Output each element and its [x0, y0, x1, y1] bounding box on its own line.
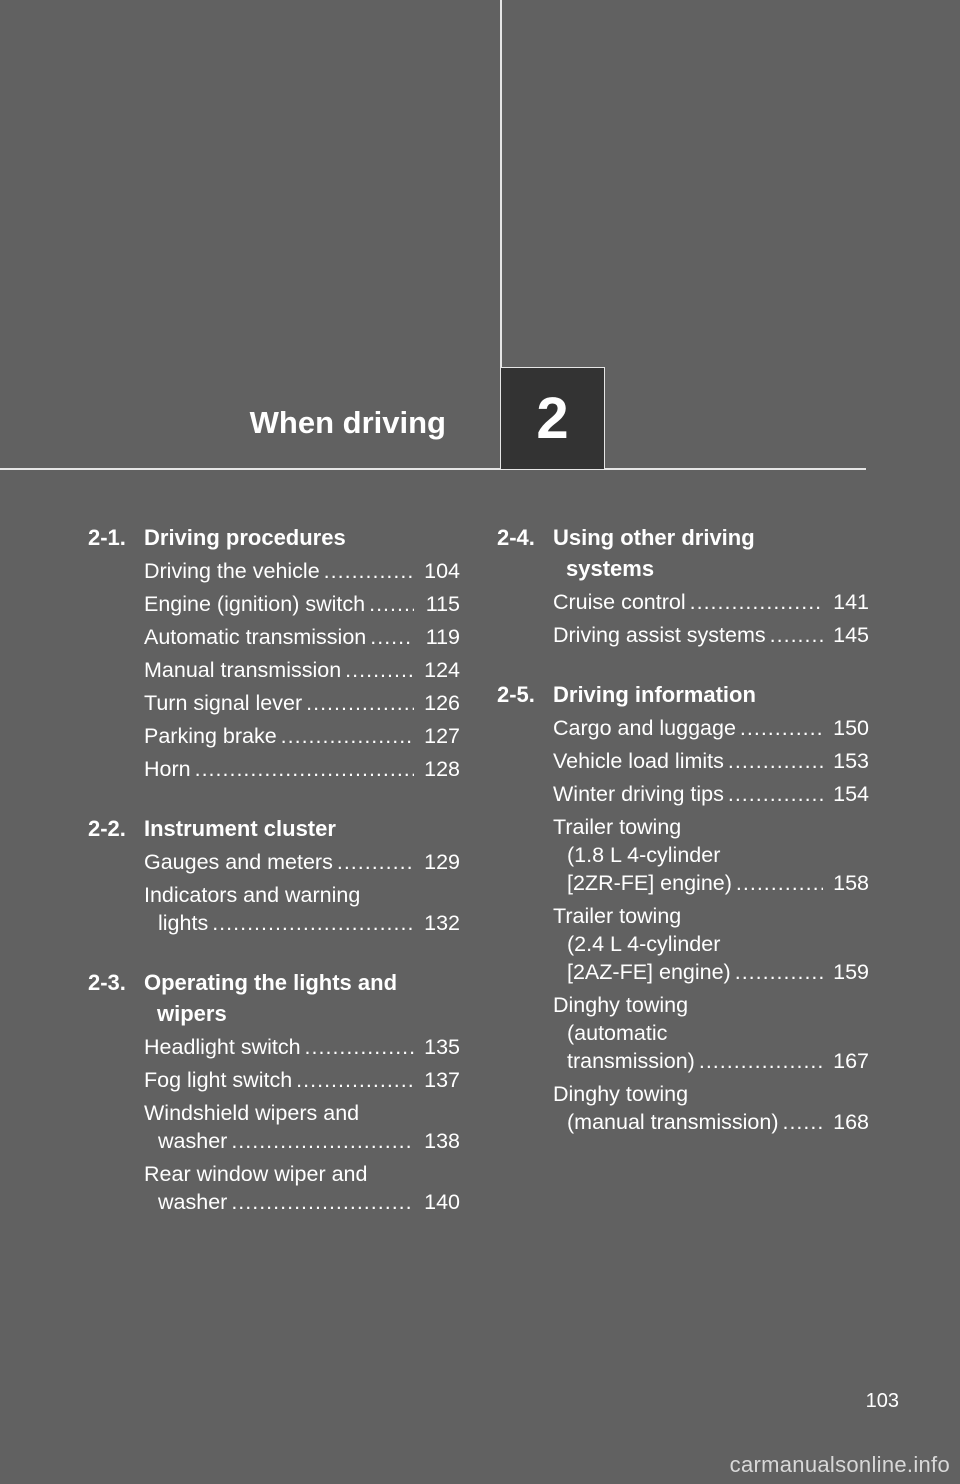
- section-title-line: Driving information: [553, 682, 756, 707]
- dot-leader: [735, 958, 823, 986]
- entry-page-number: 129: [424, 850, 460, 874]
- section-title-line: Driving procedures: [144, 525, 346, 550]
- entry-text-line: (1.8 L 4-cylinder: [567, 843, 721, 867]
- entry-text-line: Trailer towing: [553, 815, 682, 839]
- entry-final-line: [553, 714, 869, 742]
- entry-text-line: (2.4 L 4-cylinder: [567, 932, 721, 956]
- entry-final-line: [553, 747, 869, 775]
- entry-text-line: Dinghy towing: [553, 993, 689, 1017]
- entry-final-line: [144, 590, 460, 618]
- watermark-text: carmanualsonline.info: [729, 1452, 950, 1477]
- dot-leader: [324, 557, 414, 585]
- horizontal-rule: [0, 468, 866, 470]
- entry-text-line: Parking brake: [144, 724, 277, 748]
- chapter-number-tab: [500, 367, 605, 469]
- entry-final-line: [144, 1066, 460, 1094]
- toc-entry[interactable]: [144, 848, 460, 876]
- toc-entry[interactable]: [144, 1160, 460, 1216]
- dot-leader: [690, 588, 823, 616]
- entry-page-number: 153: [833, 749, 869, 773]
- entry-text-line: Trailer towing: [553, 904, 682, 928]
- section-number: 2-4.: [497, 525, 535, 550]
- entry-text-line: Manual transmission: [144, 658, 342, 682]
- entry-final-line: [144, 1127, 460, 1155]
- toc-entry[interactable]: [144, 623, 460, 651]
- section-items: [497, 714, 869, 1136]
- entry-final-line: [144, 722, 460, 750]
- section-title: [144, 813, 460, 844]
- entry-page-number: 168: [833, 1110, 869, 1134]
- toc-section: [88, 967, 460, 1216]
- toc-entry[interactable]: [144, 689, 460, 717]
- toc-entry[interactable]: [144, 722, 460, 750]
- toc-section: [497, 522, 869, 649]
- entry-text-line: Cargo and luggage: [553, 716, 736, 740]
- toc-entry[interactable]: [553, 991, 869, 1075]
- dot-leader: [740, 714, 823, 742]
- vertical-rule: [500, 0, 502, 368]
- dot-leader: [728, 747, 823, 775]
- entry-text-line: Automatic transmission: [144, 625, 367, 649]
- toc-entry[interactable]: [553, 747, 869, 775]
- dot-leader: [296, 1066, 414, 1094]
- entry-page-number: 167: [833, 1049, 869, 1073]
- entry-text-line: Indicators and warning: [144, 883, 361, 907]
- section-heading: [88, 813, 460, 844]
- entry-final-line: [144, 1188, 460, 1216]
- toc-entry[interactable]: [144, 1033, 460, 1061]
- dot-leader: [369, 590, 414, 618]
- entry-final-line: [144, 1033, 460, 1061]
- dot-leader: [306, 689, 414, 717]
- entry-text-line: Driving the vehicle: [144, 559, 320, 583]
- section-title: [144, 522, 460, 553]
- section-title-line: Using other driving: [553, 525, 755, 550]
- toc-entry[interactable]: [144, 557, 460, 585]
- entry-text-line: Winter driving tips: [553, 782, 724, 806]
- entry-text-line: (automatic: [567, 1021, 668, 1045]
- entry-page-number: 154: [833, 782, 869, 806]
- entry-page-number: 135: [424, 1035, 460, 1059]
- entry-final-line: [553, 588, 869, 616]
- dot-leader: [337, 848, 414, 876]
- section-items: [88, 1033, 460, 1216]
- entry-final-line: [144, 755, 460, 783]
- entry-text-line: Dinghy towing: [553, 1082, 689, 1106]
- dot-leader: [231, 1188, 414, 1216]
- section-title-line: Instrument cluster: [144, 816, 336, 841]
- section-number: 2-5.: [497, 682, 535, 707]
- dot-leader: [212, 909, 414, 937]
- section-title: [553, 679, 869, 710]
- toc-entry[interactable]: [553, 902, 869, 986]
- dot-leader: [782, 1108, 823, 1136]
- entry-text-line: Gauges and meters: [144, 850, 333, 874]
- dot-leader: [231, 1127, 414, 1155]
- entry-page-number: 119: [425, 625, 460, 649]
- entry-page-number: 159: [833, 960, 869, 984]
- entry-text-line: Turn signal lever: [144, 691, 303, 715]
- page-number: 103: [865, 1390, 899, 1412]
- section-items: [88, 848, 460, 937]
- entry-page-number: 104: [424, 559, 460, 583]
- entry-text-line: lights: [158, 911, 209, 935]
- dot-leader: [770, 621, 823, 649]
- entry-text-line: Cruise control: [553, 590, 686, 614]
- entry-page-number: 137: [424, 1068, 460, 1092]
- entry-final-line: [144, 656, 460, 684]
- dot-leader: [370, 623, 414, 651]
- toc-entry[interactable]: [144, 1099, 460, 1155]
- entry-page-number: 127: [424, 724, 460, 748]
- section-heading: [88, 522, 460, 553]
- dot-leader: [736, 869, 823, 897]
- chapter-title: When driving: [249, 405, 446, 440]
- entry-final-line: [553, 869, 869, 897]
- entry-final-line: [553, 1047, 869, 1075]
- entry-page-number: 141: [833, 590, 869, 614]
- section-number: 2-2.: [88, 816, 126, 841]
- toc-right-column: [497, 522, 869, 1166]
- entry-text-line: transmission): [567, 1049, 695, 1073]
- entry-page-number: 128: [424, 757, 460, 781]
- toc-section: [497, 679, 869, 1136]
- section-title-line: wipers: [157, 1001, 227, 1026]
- entry-page-number: 145: [833, 623, 869, 647]
- toc-entry[interactable]: [553, 714, 869, 742]
- entry-text-line: [2ZR-FE] engine): [567, 871, 732, 895]
- toc-entry[interactable]: [144, 881, 460, 937]
- entry-text-line: washer: [158, 1190, 228, 1214]
- entry-page-number: 115: [425, 592, 460, 616]
- entry-page-number: 138: [424, 1129, 460, 1153]
- entry-final-line: [144, 689, 460, 717]
- entry-text-line: washer: [158, 1129, 228, 1153]
- entry-text-line: Horn: [144, 757, 191, 781]
- section-number: 2-3.: [88, 970, 126, 995]
- toc-section: [88, 813, 460, 937]
- toc-entry[interactable]: [553, 1080, 869, 1136]
- entry-final-line: [144, 848, 460, 876]
- section-title-line: systems: [566, 556, 655, 581]
- section-heading: [497, 679, 869, 710]
- entry-page-number: 140: [424, 1190, 460, 1214]
- section-number: 2-1.: [88, 525, 126, 550]
- chapter-number: 2: [536, 386, 569, 451]
- toc-entry[interactable]: [144, 755, 460, 783]
- toc-entry[interactable]: [553, 621, 869, 649]
- section-heading: [88, 967, 460, 1029]
- entry-final-line: [553, 621, 869, 649]
- entry-text-line: Headlight switch: [144, 1035, 301, 1059]
- section-title-line: Operating the lights and: [144, 970, 398, 995]
- dot-leader: [195, 755, 414, 783]
- entry-page-number: 158: [833, 871, 869, 895]
- section-items: [88, 557, 460, 783]
- entry-text-line: Windshield wipers and: [144, 1101, 360, 1125]
- entry-text-line: [2AZ-FE] engine): [567, 960, 731, 984]
- toc-entry[interactable]: [553, 588, 869, 616]
- toc-left-column: [88, 522, 460, 1246]
- entry-final-line: [144, 557, 460, 585]
- section-title: [553, 522, 869, 584]
- toc-entry[interactable]: [144, 656, 460, 684]
- entry-final-line: [553, 1108, 869, 1136]
- dot-leader: [728, 780, 823, 808]
- dot-leader: [699, 1047, 823, 1075]
- toc-entry[interactable]: [144, 590, 460, 618]
- dot-leader: [305, 1033, 414, 1061]
- dot-leader: [281, 722, 414, 750]
- entry-page-number: 132: [424, 911, 460, 935]
- entry-text-line: Vehicle load limits: [553, 749, 724, 773]
- entry-text-line: Fog light switch: [144, 1068, 293, 1092]
- entry-final-line: [144, 909, 460, 937]
- toc-entry[interactable]: [144, 1066, 460, 1094]
- entry-text-line: Engine (ignition) switch: [144, 592, 366, 616]
- toc-section: [88, 522, 460, 783]
- section-title: [144, 967, 460, 1029]
- entry-final-line: [553, 958, 869, 986]
- entry-page-number: 124: [424, 658, 460, 682]
- entry-text-line: Driving assist systems: [553, 623, 766, 647]
- entry-final-line: [553, 780, 869, 808]
- dot-leader: [345, 656, 414, 684]
- entry-final-line: [144, 623, 460, 651]
- section-items: [497, 588, 869, 649]
- entry-page-number: 126: [424, 691, 460, 715]
- entry-text-line: Rear window wiper and: [144, 1162, 368, 1186]
- section-heading: [497, 522, 869, 584]
- entry-text-line: (manual transmission): [567, 1110, 779, 1134]
- toc-entry[interactable]: [553, 813, 869, 897]
- entry-page-number: 150: [833, 716, 869, 740]
- toc-entry[interactable]: [553, 780, 869, 808]
